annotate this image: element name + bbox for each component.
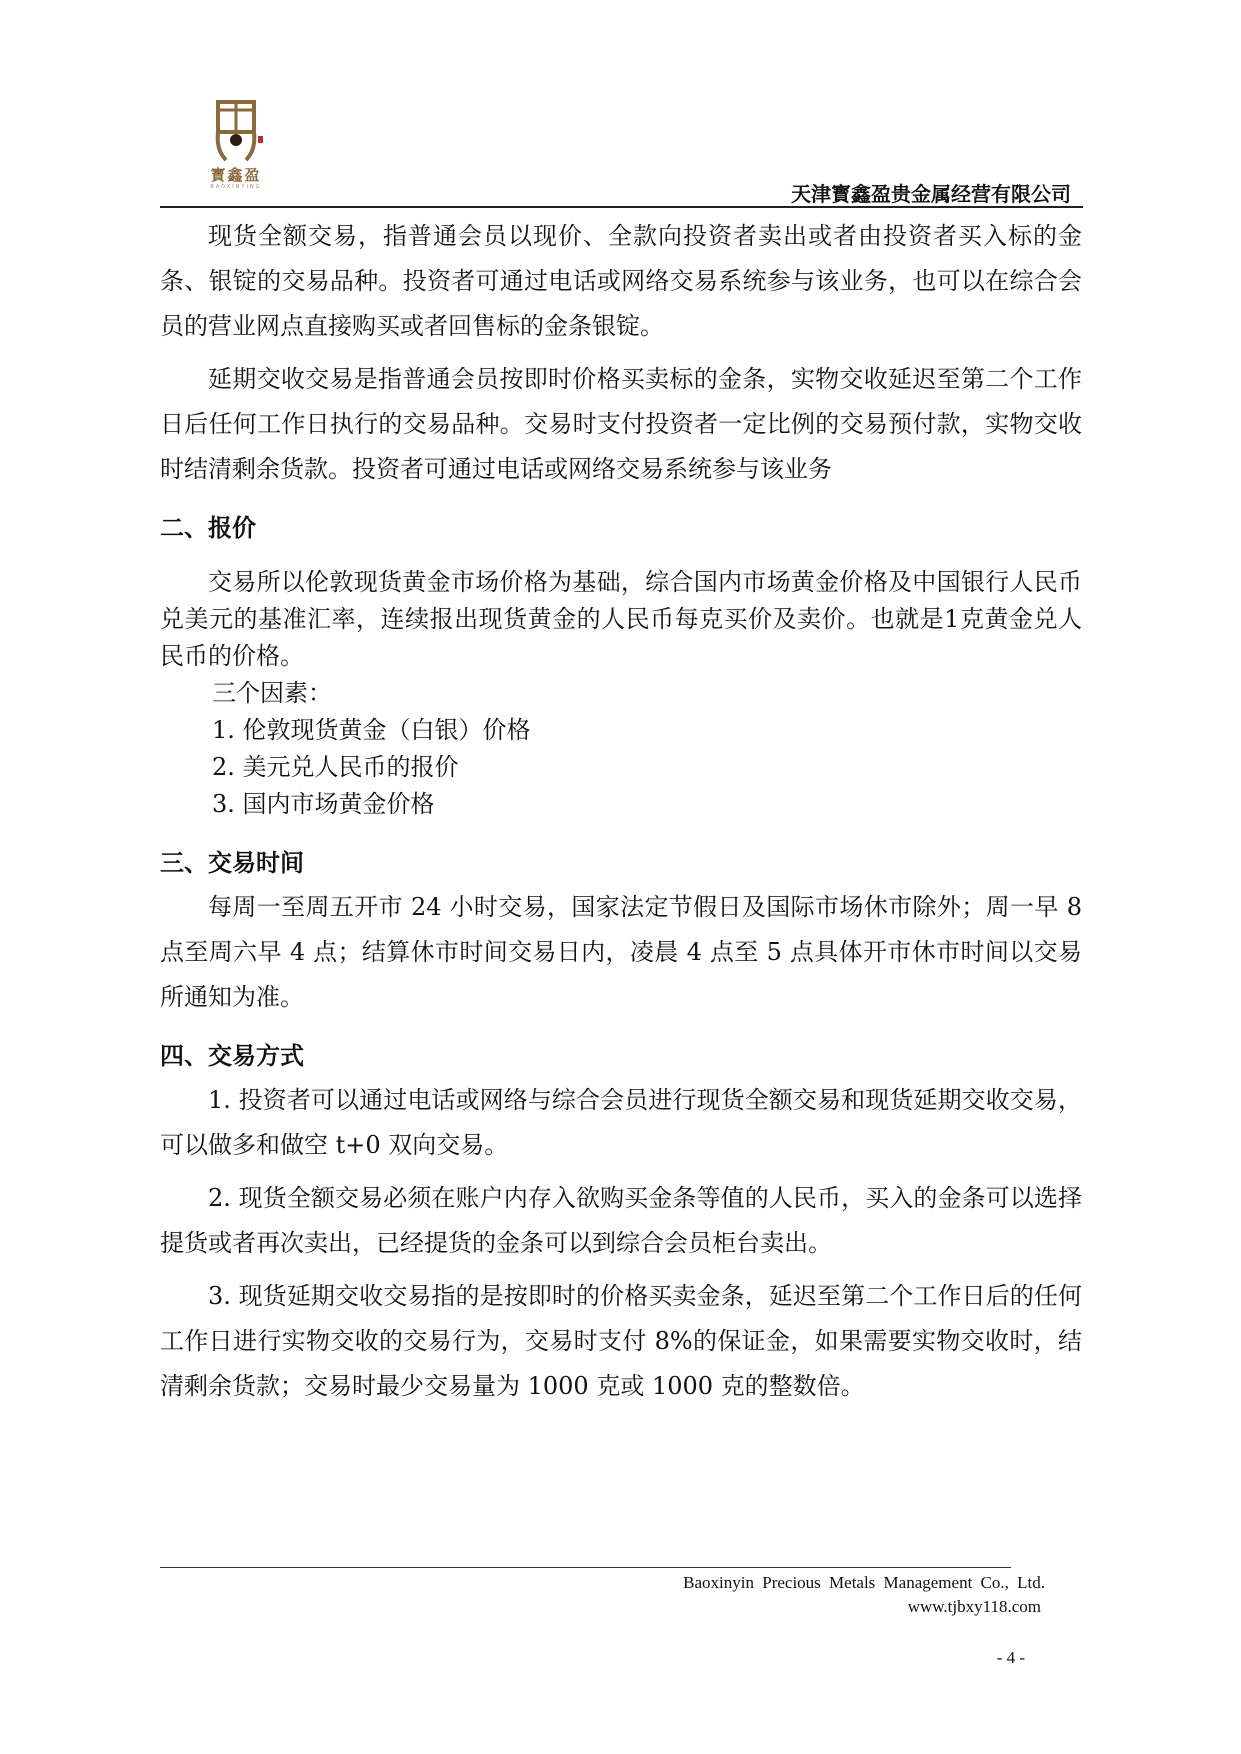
header-divider [160,206,1083,208]
section-heading-quotation: 二、报价 [160,514,256,542]
company-logo [188,96,284,208]
factors-label: 三个因素： [212,679,332,707]
intro-paragraph: 延期交收交易是指普通会员按即时价格买卖标的金条，实物交收延迟至第二个工作日后任何工作日执行的交易品种。交易时支付投资者一定比例的交易预付款，实物交收时结清剩余货款。投资者可通过电话或网络交易系统参与该业务 [160,365,1082,483]
company-header: 天津寳鑫盈贵金属经营有限公司 [791,182,1071,206]
footer-divider [160,1567,1011,1568]
footer-company-name: Baoxinyin Precious Metals Management Co., Ltd. [683,1573,1045,1592]
section-heading-trading-time: 三、交易时间 [160,849,304,877]
document-body [160,214,1082,1417]
trading-method-item: 1. 投资者可以通过电话或网络与综合会员进行现货全额交易和现货延期交收交易，可以做多和做空 t+0 双向交易。 [160,1086,1082,1159]
logo-text: 寳鑫盈 [210,166,262,184]
page-number: - 4 - [996,1648,1025,1667]
intro-paragraph: 现货全额交易，指普通会员以现价、全款向投资者卖出或者由投资者买入标的金条、银锭的交易品种。投资者可通过电话或网络交易系统参与该业务，也可以在综合会员的营业网点直接购买或者回售标的金条银锭。 [160,222,1082,340]
section-heading-trading-method: 四、交易方式 [160,1042,304,1070]
footer-website: www.tjbxy118.com [907,1597,1041,1616]
factor-item: 3. 国内市场黄金价格 [212,790,435,818]
trading-time-paragraph: 每周一至周五开市 24 小时交易，国家法定节假日及国际市场休市除外；周一早 8 点至周六早 4 点；结算休市时间交易日内，凌晨 4 点至 5 点具体开市休市时间以交易所通知为准。 [160,893,1082,1011]
trading-method-item: 3. 现货延期交收交易指的是按即时的价格买卖金条，延迟至第二个工作日后的任何工作日进行实物交收的交易行为，交易时支付 8%的保证金，如果需要实物交收时，结清剩余货款；交易时最少交易量为 1000 克或 1000 克的整数倍。 [160,1282,1082,1400]
trading-method-item: 2. 现货全额交易必须在账户内存入欲购买金条等值的人民币，买入的金条可以选择提货或者再次卖出，已经提货的金条可以到综合会员柜台卖出。 [160,1184,1082,1257]
factor-item: 2. 美元兑人民币的报价 [212,753,459,781]
quotation-paragraph: 交易所以伦敦现货黄金市场价格为基础，综合国内市场黄金价格及中国银行人民币兑美元的基准汇率，连续报出现货黄金的人民币每克买价及卖价。也就是1克黄金兑人民币的价格。 [160,568,1082,670]
factor-item: 1. 伦敦现货黄金（白银）价格 [212,716,531,744]
logo-emblem-icon [188,96,284,166]
logo-subtext: BAOXINYING [210,184,262,190]
